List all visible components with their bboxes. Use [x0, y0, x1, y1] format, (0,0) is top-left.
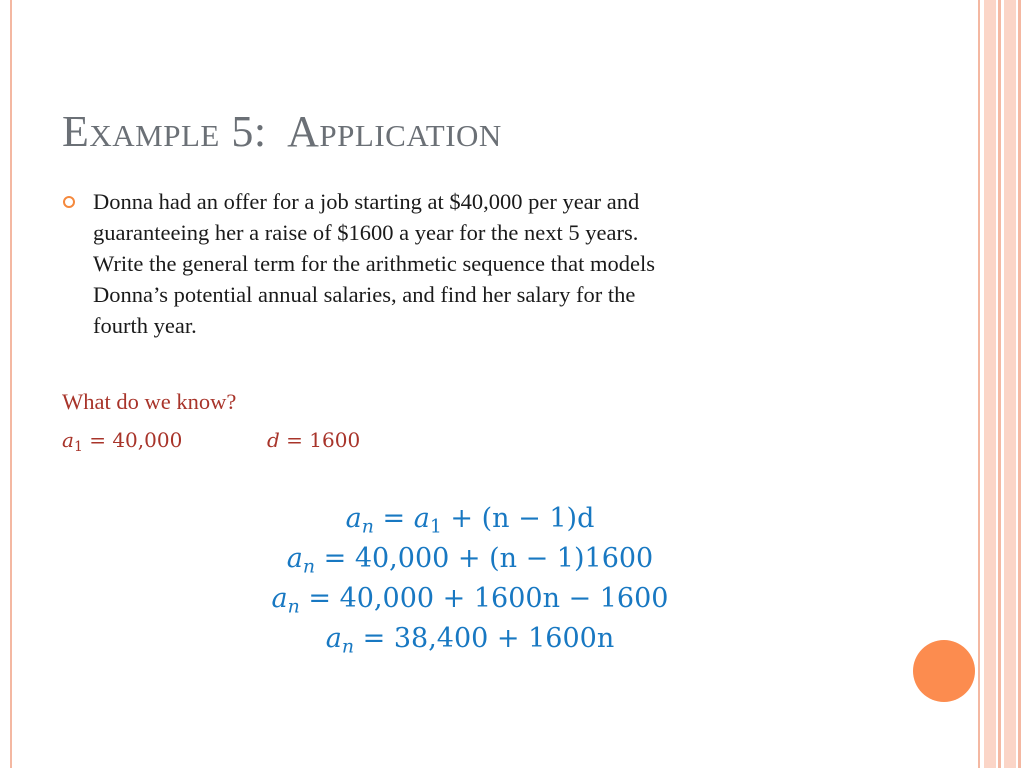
equation-distributed: $a_n = 40,000 + 1600n - 1600$ [271, 583, 669, 618]
equation-rhs: = 40,000 + (n − 1)1600 [323, 543, 654, 574]
bullet-circle-icon [63, 196, 75, 208]
decor-stripe [978, 0, 980, 768]
equation-simplified: $a_n = 38,400 + 1600n$ [325, 623, 615, 658]
decor-orange-circle [913, 640, 975, 702]
problem-statement [93, 186, 853, 341]
decor-stripe [998, 0, 1001, 768]
given-common-difference: d = 1600 [267, 428, 361, 452]
common-difference-value: = 1600 [286, 428, 361, 452]
equation-rhs: (n − 1)d [481, 503, 595, 534]
problem-line: guaranteeing her a raise of $1600 a year for the next 5 years. [93, 220, 639, 245]
problem-line: Donna’s potential annual salaries, and find her salary for the [93, 282, 636, 307]
problem-line: Donna had an offer for a job starting at $40,000 per year and [93, 189, 640, 214]
problem-line: fourth year. [93, 313, 197, 338]
first-term-value: = 40,000 [89, 428, 183, 452]
equation-general-formula: $a_n = a_1 + (n - 1)d$ [345, 503, 595, 538]
equation-substituted: $a_n = 40,000 + (n - 1)1600$ [286, 543, 654, 578]
equation-rhs: = 40,000 + 1600n − 1600 [308, 583, 669, 614]
known-heading: What do we know? [62, 389, 237, 414]
decor-stripe [984, 0, 996, 768]
problem-line: Write the general term for the arithmetic sequence that models [93, 251, 655, 276]
slide-title: Example 5: Application [62, 107, 502, 156]
decor-stripe [1018, 0, 1021, 768]
given-first-term: $a_1 = 40,000$ [62, 428, 183, 456]
decor-stripe [1004, 0, 1016, 768]
equation-rhs: = 38,400 + 1600n [362, 623, 615, 654]
